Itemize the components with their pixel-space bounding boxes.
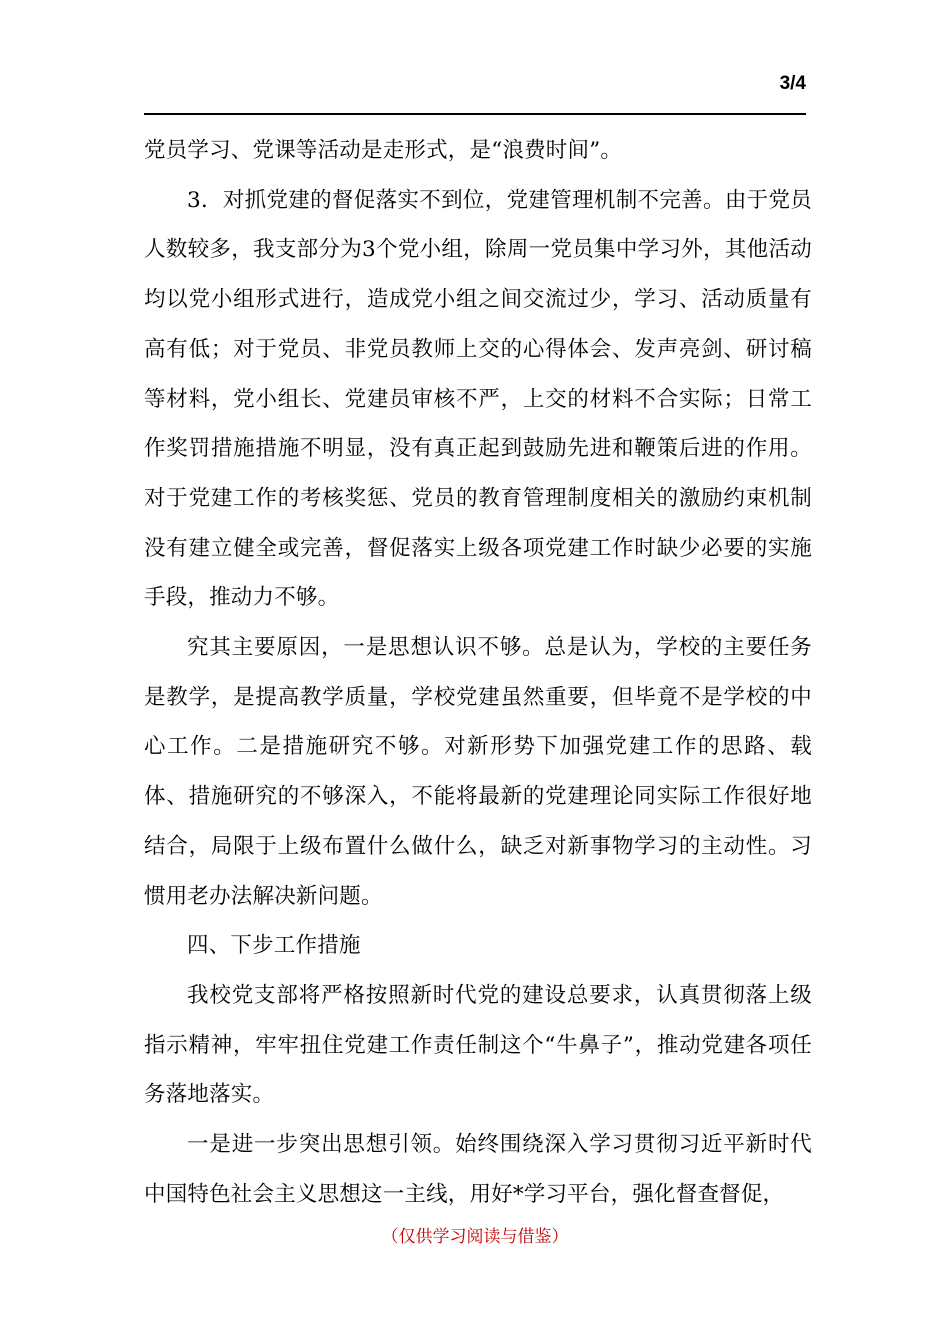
header-divider	[144, 113, 806, 115]
paragraph-measure-1: 一是进一步突出思想引领。始终围绕深入学习贯彻习近平新时代中国特色社会主义思想这一主线，用好*学习平台，强化督查督促，	[144, 1132, 812, 1207]
paragraph-continuation: 党员学习、党课等活动是走形式，是“浪费时间”。	[144, 138, 623, 163]
footer-disclaimer: （仅供学习阅读与借鉴）	[381, 1227, 569, 1247]
paragraph-commitment: 我校党支部将严格按照新时代党的建设总要求，认真贯彻落上级指示精神，牢牢扭住党建工作责任制这个“牛鼻子”，推动党建各项任务落地落实。	[144, 982, 812, 1108]
paragraph-item-3: 3．对抓党建的督促落实不到位，党建管理机制不完善。由于党员人数较多，我支部分为3个党小组，除周一党员集中学习外，其他活动均以党小组形式进行，造成党小组之间交流过少，学习、活动质量有高有低；对于党员、非党员教师上交的心得体会、发声亮剑、研讨稿等材料，党小组长、党建员审核不严，上交的材料不合实际；日常工作奖罚措施措施不明显，没有真正起到鼓励先进和鞭策后进的作用。对于党建工作的考核奖惩、党员的教育管理制度相关的激励约束机制没有建立健全或完善，督促落实上级各项党建工作时缺少必要的实施手段，推动力不够。	[144, 187, 812, 611]
section-heading-next-steps: 四、下步工作措施	[187, 933, 361, 959]
paragraph-root-causes: 究其主要原因，一是思想认识不够。总是认为，学校的主要任务是教学，是提高教学质量，学校党建虽然重要，但毕竟不是学校的中心工作。二是措施研究不够。对新形势下加强党建工作的思路、载体、措施研究的不够深入，不能将最新的党建理论同实际工作很好地结合，局限于上级布置什么做什么，缺乏对新事物学习的主动性。习惯用老办法解决新问题。	[144, 635, 812, 909]
page-number: 3/4	[779, 73, 806, 94]
document-body	[144, 126, 812, 1219]
